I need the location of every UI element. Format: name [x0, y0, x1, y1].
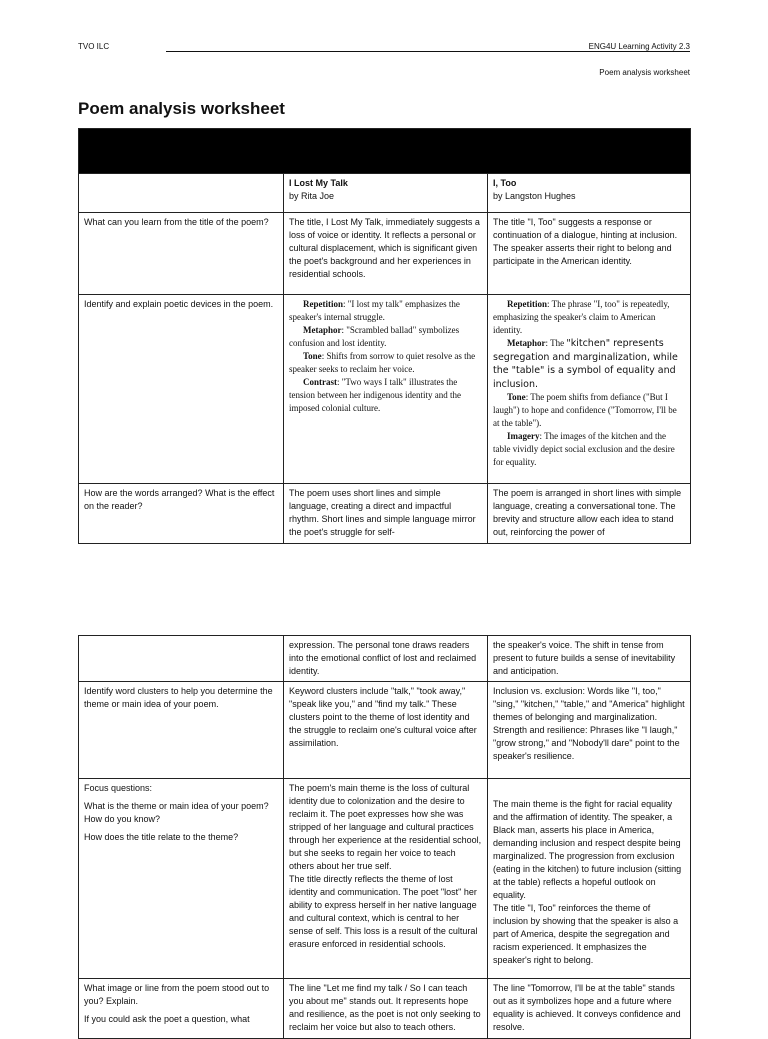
- empty-cell: [79, 636, 284, 682]
- poem-1-author: by Rita Joe: [289, 191, 335, 201]
- answer-title-poem-2: The title "I, Too" suggests a response or continuation of a dialogue, hinting at inclusion. The speaker asserts their right to belong and participate in the American identity.: [488, 213, 691, 295]
- poem-2-author: by Langston Hughes: [493, 191, 576, 201]
- table-header-bar: [79, 129, 691, 174]
- question-title: What can you learn from the title of the poem?: [79, 213, 284, 295]
- answer-image-line-poem-1: The line "Let me find my talk / So I can teach you about me" stands out. It represents hope and resilience, as the poet is not only seeking to reclaim her voice but also to teach others.: [284, 979, 488, 1039]
- empty-cell: [79, 174, 284, 213]
- table-row-arrangement-continued: [79, 636, 691, 682]
- answer-devices-poem-1: Repetition: "I lost my talk" emphasizes the speaker's internal struggle. Metaphor: "Scrambled ballad" symbolizes confusion and lost identity. Tone: Shifts from sorrow to quiet resolve as the speaker seeks to reclaim her voice. Contrast: "Two ways I talk" illustrates the tension between her indigenous identity and the imposed colonial culture.: [284, 295, 488, 484]
- worksheet-table-part-1: [78, 128, 691, 544]
- page-title: Poem analysis worksheet: [78, 99, 285, 118]
- question-poetic-devices: Identify and explain poetic devices in the poem.: [79, 295, 284, 484]
- question-image-line: What image or line from the poem stood out to you? Explain. If you could ask the poet a question, what: [79, 979, 284, 1039]
- answer-clusters-poem-2: Inclusion vs. exclusion: Words like "I, too," "sing," "kitchen," "table," and "America" highlight themes of belonging and marginalization. Strength and resilience: Phrases like "I laugh," "grow strong," and "Nobody'll dare" point to the speaker's resilience.: [488, 682, 691, 779]
- answer-focus-poem-1: The poem's main theme is the loss of cultural identity due to colonization and the desire to reclaim it. The poet expresses how she was stripped of her language and cultural practices through her experience at the residential school, but she seeks to regain her voice to teach others about her true self. The title directly reflects the theme of lost identity and communication. The poet "lost" her ability to express herself in her native language and cultural context, which is central to her sense of self. This loss is a result of the cultural erasure enforced in residential schools.: [284, 779, 488, 979]
- question-arrangement: How are the words arranged? What is the effect on the reader?: [79, 484, 284, 544]
- table-row-word-clusters: [79, 682, 691, 779]
- worksheet-table-part-2: [78, 635, 691, 1039]
- answer-arrangement-poem-2: The poem is arranged in short lines with simple language, creating a conversational tone. The brevity and structure allow each idea to stand out, reinforcing the power of: [488, 484, 691, 544]
- table-row-image-line: [79, 979, 691, 1039]
- question-focus: Focus questions: What is the theme or main idea of your poem? How do you know? How does the title relate to the theme?: [79, 779, 284, 979]
- answer-focus-poem-2: The main theme is the fight for racial equality and the affirmation of identity. The speaker, a Black man, asserts his place in America, demanding inclusion and respect despite being marginalized. The progression from exclusion (eating in the kitchen) to future inclusion (sitting at the table) reflects a hopeful outlook on equality. The title "I, Too" reinforces the theme of inclusion by showing that the speaker is also a part of America, despite the segregation and racism experienced. It emphasizes the speaker's right to belong.: [488, 779, 691, 979]
- answer-arrangement-poem-1: The poem uses short lines and simple language, creating a direct and impactful rhythm. Short lines and simple language mirror the poet's struggle for self-: [284, 484, 488, 544]
- poem-2-title: I, Too: [493, 178, 517, 188]
- header-subtitle: Poem analysis worksheet: [599, 68, 690, 77]
- header-organization: TVO ILC: [78, 42, 110, 51]
- table-row-focus-questions: [79, 779, 691, 979]
- answer-arrangement-poem-1-continued: expression. The personal tone draws readers into the emotional conflict of lost and reclaimed identity.: [284, 636, 488, 682]
- table-row-poems: [79, 174, 691, 213]
- question-word-clusters: Identify word clusters to help you determine the theme or main idea of your poem.: [79, 682, 284, 779]
- answer-arrangement-poem-2-continued: the speaker's voice. The shift in tense from present to future builds a sense of inevitability and anticipation.: [488, 636, 691, 682]
- answer-image-line-poem-2: The line "Tomorrow, I'll be at the table" stands out as it symbolizes hope and a future where equality is achieved. It conveys confidence and resolve.: [488, 979, 691, 1039]
- poem-2-header: [488, 174, 691, 213]
- table-row-poetic-devices: [79, 295, 691, 484]
- poem-1-title: I Lost My Talk: [289, 178, 348, 188]
- answer-title-poem-1: The title, I Lost My Talk, immediately suggests a loss of voice or identity. It reflects a personal or cultural displacement, which is significant given the poet's background and her experiences in residential schools.: [284, 213, 488, 295]
- header-rule: [166, 51, 690, 52]
- table-row-title-question: [79, 213, 691, 295]
- poem-1-header: [284, 174, 488, 213]
- answer-clusters-poem-1: Keyword clusters include "talk," "took away," "speak like you," and "find my talk." These clusters point to the theme of lost identity and the struggle to reclaim one's cultural voice after assimilation.: [284, 682, 488, 779]
- answer-devices-poem-2: Repetition: The phrase "I, too" is repeatedly, emphasizing the speaker's claim to American identity. Metaphor: The "kitchen" represents segregation and marginalization, while the "table" is a symbol of equality and inclusion. Tone: The poem shifts from defiance ("But I laugh") to hope and confidence ("Tomorrow, I'll be at the table"). Imagery: The images of the kitchen and the table vividly depict social exclusion and the desire for equality.: [488, 295, 691, 484]
- header-course-activity: ENG4U Learning Activity 2.3: [588, 42, 690, 51]
- table-row-arrangement: [79, 484, 691, 544]
